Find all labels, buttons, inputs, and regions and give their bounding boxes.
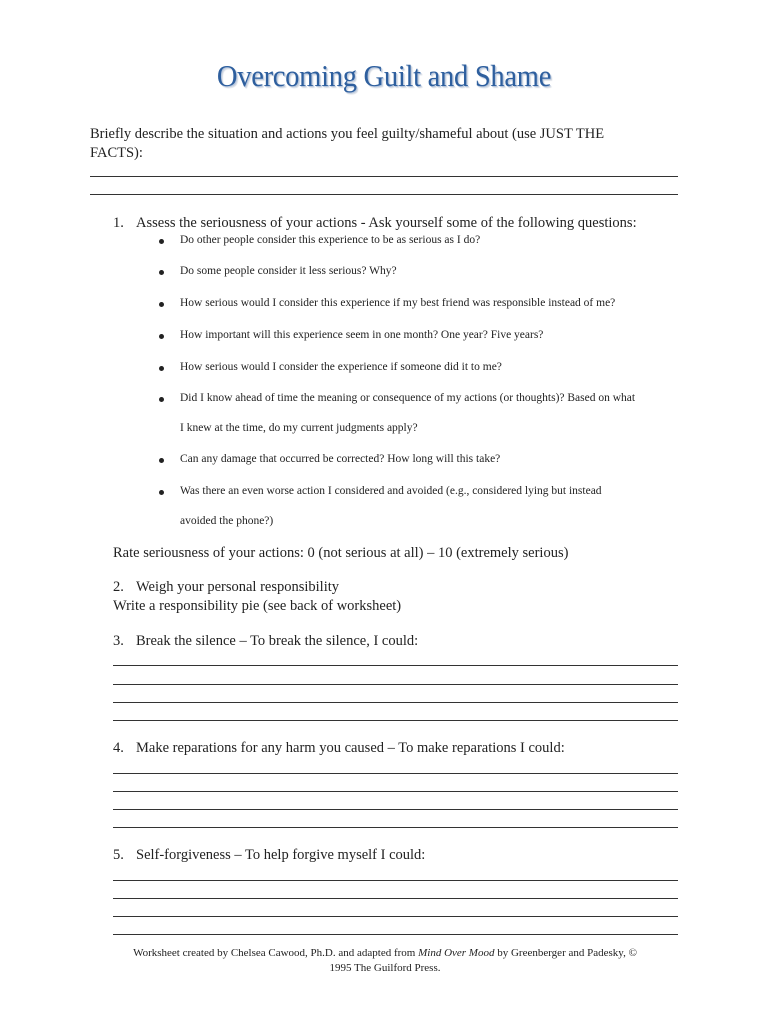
intro-prompt: Briefly describe the situation and actions you feel guilty/shameful about (use JUST THE FACTS): — [90, 126, 605, 161]
answer-line[interactable] — [113, 898, 678, 899]
answer-line[interactable] — [113, 702, 678, 703]
footer-credit-text: by Greenberger and Padesky, © — [494, 947, 637, 959]
bullet-icon — [159, 334, 164, 339]
question-item: Was there an even worse action I considered and avoided (e.g., considered lying but instead — [180, 485, 602, 497]
section-3-heading: Break the silence – To break the silence, I could: — [136, 633, 419, 649]
footer-copyright: 1995 The Guilford Press. — [329, 962, 441, 974]
answer-line[interactable] — [113, 720, 678, 721]
answer-line[interactable] — [90, 176, 678, 177]
section-5-heading: Self-forgiveness – To help forgive myself I could: — [136, 847, 426, 863]
answer-line[interactable] — [113, 791, 678, 792]
question-item: How serious would I consider this experience if my best friend was responsible instead of me? — [180, 297, 616, 309]
bullet-icon — [159, 458, 164, 463]
bullet-icon — [159, 366, 164, 371]
footer-credit-text: Worksheet created by Chelsea Cawood, Ph.D. and adapted from — [133, 947, 419, 959]
answer-line[interactable] — [90, 194, 678, 195]
question-item: How important will this experience seem in one month? One year? Five years? — [180, 329, 544, 341]
seriousness-rating-scale: Rate seriousness of your actions: 0 (not serious at all) – 10 (extremely serious) — [113, 545, 569, 561]
section-3-number: 3. — [113, 633, 124, 649]
question-item-continued: I knew at the time, do my current judgments apply? — [180, 422, 418, 434]
answer-line[interactable] — [113, 809, 678, 810]
section-2-number: 2. — [113, 579, 124, 595]
answer-line[interactable] — [113, 934, 678, 935]
section-2-heading: Weigh your personal responsibility — [136, 579, 340, 595]
bullet-icon — [159, 239, 164, 244]
footer-credit — [90, 946, 680, 976]
section-4-heading: Make reparations for any harm you caused – To make reparations I could: — [136, 740, 565, 756]
bullet-icon — [159, 302, 164, 307]
footer-book-title: Mind Over Mood — [418, 947, 495, 959]
bullet-icon — [159, 397, 164, 402]
question-item: Do some people consider it less serious? Why? — [180, 265, 397, 277]
question-item: Do other people consider this experience to be as serious as I do? — [180, 234, 481, 246]
section-1-heading: Assess the seriousness of your actions - Ask yourself some of the following questions: — [136, 215, 637, 231]
question-item: How serious would I consider the experience if someone did it to me? — [180, 361, 502, 373]
section-5-number: 5. — [113, 847, 124, 863]
answer-line[interactable] — [113, 827, 678, 828]
bullet-icon — [159, 490, 164, 495]
answer-line[interactable] — [113, 916, 678, 917]
answer-line[interactable] — [113, 684, 678, 685]
question-item: Did I know ahead of time the meaning or consequence of my actions (or thoughts)? Based on what — [180, 392, 636, 404]
section-4-number: 4. — [113, 740, 124, 756]
worksheet-title: Overcoming Guilt and Shame — [216, 58, 552, 93]
question-item: Can any damage that occurred be corrected? How long will this take? — [180, 453, 501, 465]
section-2-subtext: Write a responsibility pie (see back of worksheet) — [113, 598, 402, 614]
answer-line[interactable] — [113, 665, 678, 666]
answer-line[interactable] — [113, 773, 678, 774]
section-1-number: 1. — [113, 215, 124, 231]
question-item-continued: avoided the phone?) — [180, 515, 274, 527]
answer-line[interactable] — [113, 880, 678, 881]
bullet-icon — [159, 270, 164, 275]
